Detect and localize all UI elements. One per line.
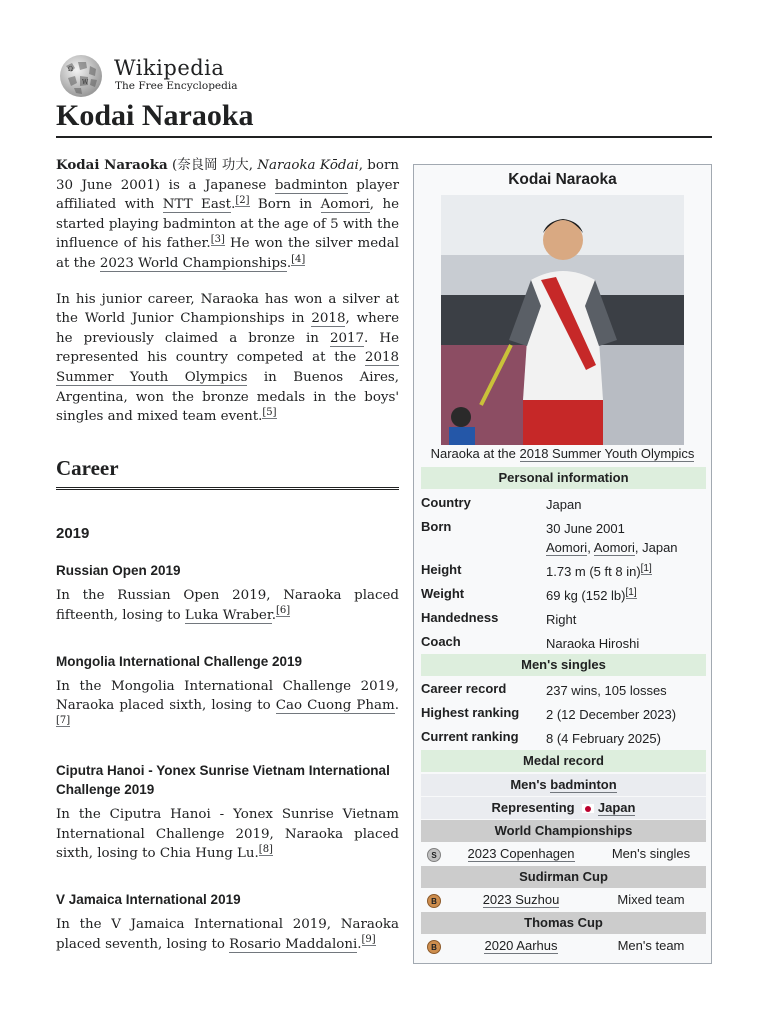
section-text-vietnam: In the Ciputra Hanoi - Yonex Sunrise Vietnam International Challenge 2019, Naraoka placed sixth, losing to Chia Hung Lu.[8] — [56, 807, 399, 862]
link-badminton[interactable]: badminton — [274, 177, 348, 193]
link-2018[interactable]: 2018 — [311, 311, 346, 327]
page-title: Kodai Naraoka — [56, 96, 712, 138]
link-2023-suzhou[interactable]: 2023 Suzhou — [482, 892, 560, 907]
medal-row-sudirman-cup: B 2023 Suzhou Mixed team — [421, 889, 706, 911]
link-rosario-maddaloni[interactable]: Rosario Maddaloni — [229, 936, 358, 952]
infobox: Kodai Naraoka Naraoka at the 2018 Summer Youth Olympics Personal information Country Japan Born 30 June 2001 Aomori, Aomori, Japan Height 1.73 m (5 ft 8 in)[1] Weight 69 kg (152 lb)[1] Handedness Right Coach Naraoka Hiroshi Men's singles Career record 237 wins, 105 losses Highest ranking 2 (12 December 2023) Current ranking 8 (4 February 2025) Medal record Men's badminton Representing Japan World Championships S 2023 Copenhagen Men's singles Sudirman Cup B 2023 Suzhou Mixed team Thomas Cup B 2020 Aarhus Men's team — [413, 164, 712, 964]
svg-text:W: W — [82, 79, 89, 86]
medal-group-sudirman-cup: Sudirman Cup — [421, 866, 706, 888]
intro-paragraph-2: In his junior career, Naraoka has won a silver at the World Junior Championships in 2018, where he previously claimed a bronze in 2017. He represented his country competed at the 2018 Summer Youth Olympics in Buenos Aires, Argentina, won the bronze medals in the boys' singles and mixed team event.[5] — [56, 291, 400, 425]
link-cao-cuong-pham[interactable]: Cao Cuong Pham — [275, 698, 395, 714]
bronze-medal-icon: B — [427, 940, 441, 954]
link-representing-japan[interactable]: Japan — [597, 800, 636, 815]
link-born-aomori-city[interactable]: Aomori — [546, 540, 588, 555]
ref-height[interactable]: [1] — [640, 562, 652, 574]
bronze-medal-icon: B — [427, 894, 441, 908]
ref-weight[interactable]: [1] — [625, 586, 637, 598]
link-aomori[interactable]: Aomori — [320, 197, 370, 213]
link-medal-badminton[interactable]: badminton — [550, 777, 617, 792]
section-text-russian-open: In the Russian Open 2019, Naraoka placed fifteenth, losing to Luka Wraber.[6] — [56, 588, 399, 623]
section-heading-mongolia: Mongolia International Challenge 2019 — [56, 653, 303, 669]
ref-9[interactable]: [9] — [361, 934, 376, 946]
medal-representing-row: Representing Japan — [421, 797, 706, 819]
section-text-mongolia: In the Mongolia International Challenge 2019, Naraoka placed sixth, losing to Cao Cuong Pham.[7] — [56, 678, 399, 727]
section-heading-russian-open: Russian Open 2019 — [56, 563, 181, 579]
wikipedia-wordmark[interactable] — [114, 56, 237, 92]
silver-medal-icon: S — [427, 848, 441, 862]
career-heading: Career — [56, 455, 399, 490]
ref-2[interactable]: [2] — [235, 194, 250, 206]
infobox-title: Kodai Naraoka — [508, 171, 617, 188]
medal-row-thomas-cup: B 2020 Aarhus Men's team — [421, 935, 706, 957]
link-2017[interactable]: 2017 — [329, 330, 365, 346]
wikipedia-globe-icon[interactable] — [56, 54, 106, 98]
link-2020-aarhus[interactable]: 2020 Aarhus — [484, 938, 558, 953]
link-born-aomori-prefecture[interactable]: Aomori — [593, 540, 635, 555]
link-2023-world-championships[interactable]: 2023 World Championships — [99, 255, 287, 271]
site-tagline: The Free Encyclopedia — [115, 80, 238, 92]
medal-group-world-championships: World Championships — [421, 820, 706, 842]
section-text-jamaica: In the V Jamaica International 2019, Naraoka placed seventh, losing to Rosario Maddaloni.[9] — [56, 917, 399, 952]
ref-3[interactable]: [3] — [210, 233, 225, 245]
intro-paragraph-1: Kodai Naraoka (奈良岡 功大, Naraoka Kōdai, born 30 June 2001) is a Japanese badminton player affiliated with NTT East.[2] Born in Aomori, he started playing badminton at the age of 5 with the influence of his father.[3] He won the silver medal at the 2023 World Championships.[4] — [56, 157, 400, 271]
link-luka-wraber[interactable]: Luka Wraber — [184, 607, 272, 623]
ref-5[interactable]: [5] — [262, 406, 277, 418]
article-body — [56, 156, 399, 954]
ref-7[interactable]: [7] — [56, 715, 71, 727]
player-photo[interactable] — [441, 195, 684, 445]
site-name: Wikipedia — [114, 56, 225, 80]
mens-singles-header: Men's singles — [421, 654, 706, 676]
personal-info-header: Personal information — [421, 467, 706, 489]
section-heading-vietnam: Ciputra Hanoi - Yonex Sunrise Vietnam International Challenge 2019 — [56, 763, 390, 798]
medal-record-header: Medal record — [421, 750, 706, 772]
link-ntt-east[interactable]: NTT East — [162, 197, 232, 213]
link-2023-copenhagen[interactable]: 2023 Copenhagen — [467, 846, 575, 861]
svg-text:Ω: Ω — [68, 66, 73, 73]
section-heading-jamaica: V Jamaica International 2019 — [56, 892, 241, 908]
year-heading-2019: 2019 — [56, 524, 90, 542]
medal-row-world-championships: S 2023 Copenhagen Men's singles — [421, 843, 706, 865]
ref-4[interactable]: [4] — [291, 253, 306, 265]
ref-8[interactable]: [8] — [258, 844, 273, 855]
ref-6[interactable]: [6] — [276, 605, 291, 617]
japan-flag-icon — [582, 804, 594, 813]
caption-link-youth-olympics[interactable]: 2018 Summer Youth Olympics — [519, 446, 695, 461]
link-2018-summer-youth-olympics[interactable]: 2018 Summer Youth Olympics — [56, 350, 399, 385]
photo-caption: Naraoka at the 2018 Summer Youth Olympics — [430, 446, 695, 461]
medal-group-thomas-cup: Thomas Cup — [421, 912, 706, 934]
medal-sport-row: Men's badminton — [421, 774, 706, 796]
